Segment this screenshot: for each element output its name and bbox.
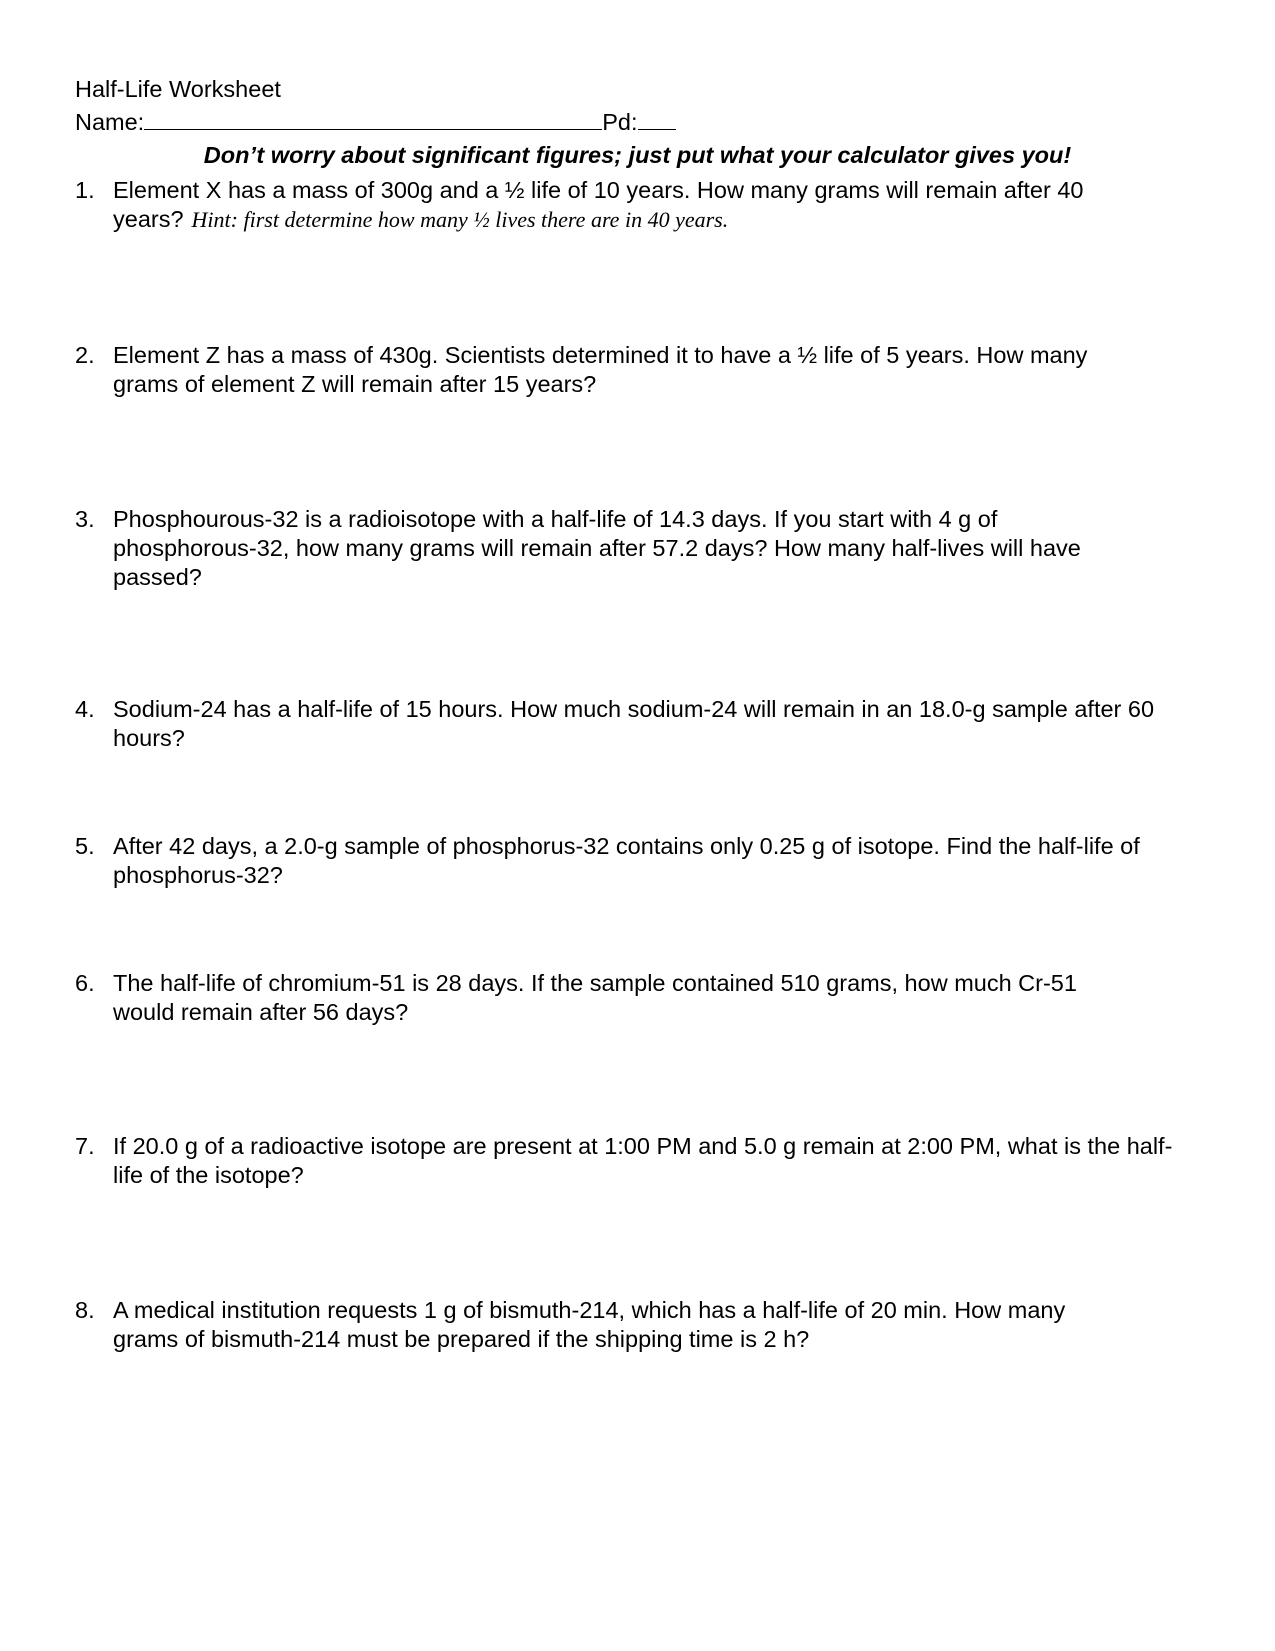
question-text: If 20.0 g of a radioactive isotope are present at 1:00 PM and 5.0 g remain at 2:00 PM, what is the half-life of the isotope?	[113, 1133, 1173, 1188]
instruction-text: Don’t worry about significant figures; just put what your calculator gives you!	[203, 142, 1072, 168]
question-text: A medical institution requests 1 g of bismuth-214, which has a half-life of 20 min. How many grams of bismuth-214 must be prepared if the shipping time is 2 h?	[113, 1297, 1066, 1352]
question-2	[75, 341, 1205, 399]
question-number: 8.	[75, 1297, 95, 1323]
question-number: 6.	[75, 970, 95, 996]
question-6	[75, 969, 1205, 1027]
question-text: Sodium-24 has a half-life of 15 hours. How much sodium-24 will remain in an 18.0-g sample after 60 hours?	[113, 696, 1155, 751]
worksheet-title: Half-Life Worksheet	[75, 76, 281, 102]
question-number: 2.	[75, 342, 95, 368]
question-text: Element X has a mass of 300g and a ½ life of 10 years. How many grams will remain after 40 years?	[113, 177, 1084, 232]
name-period-line	[75, 107, 676, 137]
question-4	[75, 695, 1205, 753]
question-8	[75, 1296, 1205, 1354]
period-blank[interactable]	[638, 107, 676, 130]
question-text: Element Z has a mass of 430g. Scientists determined it to have a ½ life of 5 years. How many grams of element Z will remain after 15 years?	[113, 342, 1088, 397]
question-number: 7.	[75, 1133, 95, 1159]
question-hint: Hint: first determine how many ½ lives there are in 40 years.	[191, 207, 729, 232]
name-label: Name:	[75, 109, 145, 135]
name-blank[interactable]	[144, 107, 602, 130]
question-body	[113, 176, 1153, 234]
question-number: 3.	[75, 506, 95, 532]
question-7	[75, 1132, 1205, 1190]
question-number: 1.	[75, 177, 95, 203]
question-3	[75, 505, 1205, 592]
question-5	[75, 832, 1205, 890]
question-number: 5.	[75, 833, 95, 859]
question-1	[75, 176, 1205, 234]
question-number: 4.	[75, 696, 95, 722]
question-text: The half-life of chromium-51 is 28 days. If the sample contained 510 grams, how much Cr-51 would remain after 56 days?	[113, 970, 1077, 1025]
question-text: After 42 days, a 2.0-g sample of phosphorus-32 contains only 0.25 g of isotope. Find the half-life of phosphorus-32?	[113, 833, 1140, 888]
question-text: Phosphourous-32 is a radioisotope with a half-life of 14.3 days. If you start with 4 g of phosphorous-32, how many grams will remain after 57.2 days? How many half-lives will have passed?	[113, 506, 1081, 590]
period-label: Pd:	[602, 109, 638, 135]
